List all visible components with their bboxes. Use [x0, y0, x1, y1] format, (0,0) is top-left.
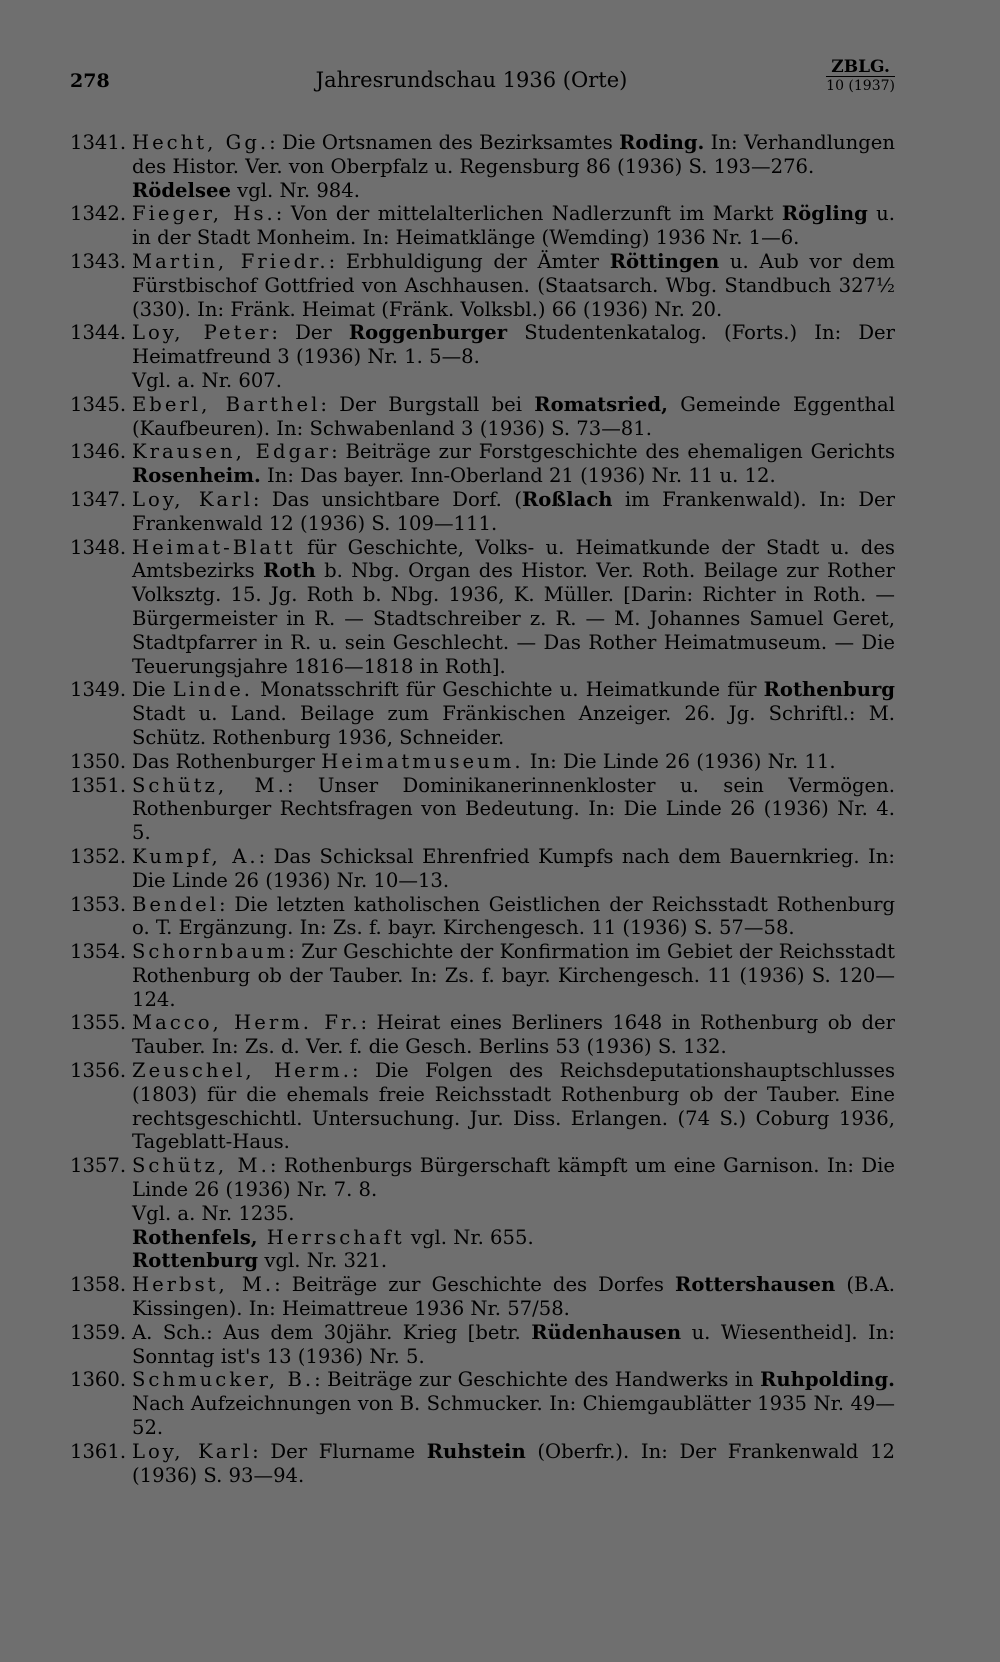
place-name: Romatsried,	[534, 392, 668, 416]
entry-text: b. Nbg. Organ des Histor. Ver. Roth. Beilage zur Rother Volksztg. 15. Jg. Roth b. Nbg. 1936, K. Müller. [Darin: Richter in Roth. — Bürgermeister in R. — Stadtschreiber z. R. — M. Johannes Samuel Geret, Stadtpfarrer in R. u. sein Geschlecht. — Das Rother Heimatmuseum. — Die Teuerungsjahre 1816—1818 in Roth].	[132, 559, 895, 678]
journal-code-top: ZBLG.	[826, 58, 895, 77]
entry-author: Loy, Karl	[132, 487, 253, 511]
bibliography-entry	[70, 488, 895, 536]
entry-author: Bendel	[132, 892, 220, 916]
bibliography-entry	[70, 131, 895, 179]
bibliography-entry	[70, 1440, 895, 1488]
bibliography-entry	[70, 893, 895, 941]
place-name: Roth	[263, 559, 316, 583]
entry-number: 1356.	[70, 1059, 127, 1083]
entry-number: 1352.	[70, 844, 127, 868]
entry-author: Fieger, Hs.	[132, 202, 276, 226]
entry-author: Schmucker, B.	[132, 1368, 315, 1392]
entry-number: 1341.	[70, 131, 127, 154]
entry-text: : Erbhuldigung der Ämter	[328, 249, 610, 273]
entry-author: Herbst, M.	[132, 1273, 275, 1297]
bibliography-entry	[70, 321, 895, 369]
cross-reference	[70, 1226, 895, 1250]
bibliography-entry	[70, 1011, 895, 1059]
cross-reference	[70, 369, 895, 393]
journal-code-bottom: 10 (1937)	[826, 78, 895, 94]
entry-text: : Beiträge zur Geschichte des Handwerks in	[314, 1368, 761, 1392]
place-name: Rüdenhausen	[531, 1320, 682, 1344]
entry-number: 1342.	[70, 202, 127, 226]
entry-number: 1344.	[70, 321, 127, 345]
entry-author: Heimatmuseum.	[321, 749, 524, 773]
entry-text-prefix: A. Sch.: Aus dem 30jähr. Krieg [betr.	[132, 1320, 532, 1344]
entry-author: Herrschaft	[257, 1225, 405, 1249]
entry-author: Schütz, M.	[132, 773, 287, 797]
entry-number: 1354.	[70, 940, 127, 964]
place-name: Ruhstein	[426, 1439, 526, 1463]
place-name: Roßlach	[521, 487, 613, 511]
entry-author: Macco, Herm. Fr.	[132, 1011, 361, 1035]
entry-text: : Unser Dominikanerinnenkloster u. sein Vermögen. Rothenburger Rechtsfragen von Bedeutung. In: Die Linde 26 (1936) Nr. 4. 5.	[132, 773, 895, 845]
entry-text: u. Aub vor dem Fürstbischof Gottfried von Aschhausen. (Staatsarch. Wbg. Standbuch 327½ (330). In: Fränk. Heimat (Fränk. Volksbl.) 66 (1936) Nr. 20.	[132, 249, 895, 321]
entry-author: Loy, Peter	[132, 321, 272, 345]
entry-text: vgl. Nr. 984.	[230, 178, 360, 202]
place-name: Rögling	[781, 202, 868, 226]
place-name: Ruhpolding.	[760, 1368, 895, 1392]
entry-text: : Von der mittelalterlichen Nadlerzunft im Markt	[275, 202, 782, 226]
entry-author: Linde.	[172, 678, 254, 702]
place-name: Roding.	[619, 131, 705, 154]
entry-author: Schütz, M.	[132, 1154, 270, 1178]
entry-number: 1358.	[70, 1273, 127, 1297]
entry-text: Vgl. a. Nr. 1235.	[132, 1201, 295, 1225]
bibliography-entry	[70, 440, 895, 488]
cross-reference	[70, 1202, 895, 1226]
entry-number: 1355.	[70, 1011, 127, 1035]
place-name: Röttingen	[609, 249, 720, 273]
entry-text: : Der	[271, 321, 349, 345]
entry-text-prefix: Die	[132, 678, 173, 702]
entry-author: Martin, Friedr.	[132, 249, 329, 273]
entry-text: : Die Folgen des Reichsdeputationshauptschlusses (1803) für die ehemals freie Reichsstadt Rothenburg ob der Tauber. Eine rechtsgeschichtl. Untersuchung. Jur. Diss. Erlangen. (74 S.) Coburg 1936, Tageblatt-Haus.	[132, 1059, 896, 1154]
entry-author: Schornbaum	[132, 940, 289, 964]
entry-text: : Rothenburgs Bürgerschaft kämpft um eine Garnison. In: Die Linde 26 (1936) Nr. 7. 8.	[132, 1154, 895, 1202]
entry-text: Monatsschrift für Geschichte u. Heimatkunde für	[253, 678, 764, 702]
place-name: Rothenfels,	[132, 1225, 258, 1249]
entry-text: : Zur Geschichte der Konfirmation im Gebiet der Reichsstadt Rothenburg ob der Tauber. In: Zs. f. bayr. Kirchengesch. 11 (1936) S. 120—124.	[132, 940, 895, 1011]
page-number: 278	[70, 70, 110, 92]
entry-number: 1349.	[70, 678, 127, 702]
place-name: Roggenburger	[348, 321, 508, 345]
entry-number: 1348.	[70, 535, 127, 559]
entry-author: Krausen, Edgar	[132, 440, 332, 464]
entry-number: 1351.	[70, 773, 127, 797]
entry-text: für Geschichte, Volks- u. Heimatkunde der Stadt u. des Amtsbezirks	[132, 535, 895, 583]
place-name: Rottenburg	[132, 1249, 259, 1273]
entry-text: : Die Ortsnamen des Bezirksamtes	[269, 131, 620, 154]
entry-text-prefix: Das Rothenburger	[132, 749, 322, 773]
entry-author: Eberl, Barthel	[132, 392, 321, 416]
entry-text: (Oberfr.). In: Der Frankenwald 12 (1936) S. 93—94.	[132, 1439, 896, 1487]
page-header	[0, 58, 943, 108]
entry-text: : Beiträge zur Geschichte des Dorfes	[274, 1273, 676, 1297]
entry-number: 1350.	[70, 749, 127, 773]
bibliography-entry	[70, 678, 895, 749]
bibliography-entry	[70, 750, 895, 774]
entry-text: Stadt u. Land. Beilage zum Fränkischen Anzeiger. 26. Jg. Schriftl.: M. Schütz. Rothenburg 1936, Schneider.	[132, 702, 895, 749]
entry-number: 1347.	[70, 487, 127, 511]
place-name: Rothenburg	[763, 678, 895, 702]
bibliography-list	[70, 131, 895, 1487]
entry-number: 1360.	[70, 1368, 127, 1392]
entry-author: Zeuschel, Herm.	[132, 1059, 352, 1083]
entry-author: Kumpf, A.	[132, 844, 259, 868]
entry-number: 1359.	[70, 1320, 127, 1344]
bibliography-entry	[70, 1273, 895, 1321]
cross-reference	[70, 1249, 895, 1273]
entry-text: : Die letzten katholischen Geistlichen der Reichsstadt Rothenburg o. T. Ergänzung. In: Zs. f. bayr. Kirchengesch. 11 (1936) S. 57—58.	[132, 892, 895, 940]
journal-code	[826, 58, 895, 95]
entry-text: Gemeinde Eggenthal (Kaufbeuren). In: Schwabenland 3 (1936) S. 73—81.	[132, 392, 895, 440]
entry-text: In: Das bayer. Inn-Oberland 21 (1936) Nr. 11 u. 12.	[260, 464, 776, 488]
entry-number: 1357.	[70, 1154, 127, 1178]
running-title: Jahresrundschau 1936 (Orte)	[315, 68, 628, 92]
bibliography-entry	[70, 1368, 895, 1439]
bibliography-entry	[70, 1154, 895, 1202]
entry-author: Loy, Karl	[132, 1439, 253, 1463]
entry-text: Nach Aufzeichnungen von B. Schmucker. In: Chiemgaublätter 1935 Nr. 49—52.	[132, 1392, 895, 1440]
bibliography-entry	[70, 1059, 895, 1154]
bibliography-entry	[70, 393, 895, 441]
entry-number: 1361.	[70, 1439, 127, 1463]
bibliography-entry	[70, 774, 895, 845]
place-name: Rottershausen	[675, 1273, 836, 1297]
entry-text: : Das Schicksal Ehrenfried Kumpfs nach dem Bauernkrieg. In: Die Linde 26 (1936) Nr. 10—13.	[132, 844, 895, 892]
entry-number: 1345.	[70, 392, 127, 416]
entry-text: : Der Burgstall bei	[320, 392, 535, 416]
bibliography-entry	[70, 536, 895, 679]
entry-text: In: Verhandlungen des Histor. Ver. von Oberpfalz u. Regensburg 86 (1936) S. 193—276.	[132, 131, 895, 178]
entry-number: 1343.	[70, 249, 127, 273]
place-name: Rödelsee	[132, 178, 231, 202]
entry-text: : Das unsichtbare Dorf. (	[252, 487, 522, 511]
entry-text: : Beiträge zur Forstgeschichte des ehemaligen Gerichts	[331, 440, 895, 464]
bibliography-entry	[70, 845, 895, 893]
entry-text: vgl. Nr. 321.	[258, 1249, 388, 1273]
bibliography-entry	[70, 1321, 895, 1369]
place-name: Rosenheim.	[132, 464, 261, 488]
entry-author: Hecht, Gg.	[132, 131, 270, 154]
bibliography-entry	[70, 250, 895, 321]
cross-reference	[70, 179, 895, 203]
entry-text: im Frankenwald). In: Der Frankenwald 12 (1936) S. 109—111.	[132, 487, 895, 535]
entry-author: Heimat-Blatt	[132, 535, 296, 559]
entry-number: 1346.	[70, 440, 127, 464]
entry-text: Vgl. a. Nr. 607.	[132, 368, 282, 392]
entry-text: : Der Flurname	[252, 1439, 427, 1463]
entry-text: (B.A. Kissingen). In: Heimattreue 1936 Nr. 57/58.	[132, 1273, 895, 1321]
entry-number: 1353.	[70, 892, 127, 916]
entry-text: u. Wiesentheid]. In: Sonntag ist's 13 (1936) Nr. 5.	[132, 1320, 895, 1368]
entry-text: In: Die Linde 26 (1936) Nr. 11.	[523, 749, 836, 773]
entry-text: Studentenkatalog. (Forts.) In: Der Heimatfreund 3 (1936) Nr. 1. 5—8.	[132, 321, 896, 369]
entry-text: vgl. Nr. 655.	[404, 1225, 534, 1249]
entry-text: : Heirat eines Berliners 1648 in Rothenburg ob der Tauber. In: Zs. d. Ver. f. die Gesch. Berlins 53 (1936) S. 132.	[132, 1011, 895, 1059]
bibliography-entry	[70, 202, 895, 250]
bibliography-entry	[70, 940, 895, 1011]
entry-text: u. in der Stadt Monheim. In: Heimatklänge (Wemding) 1936 Nr. 1—6.	[132, 202, 896, 250]
